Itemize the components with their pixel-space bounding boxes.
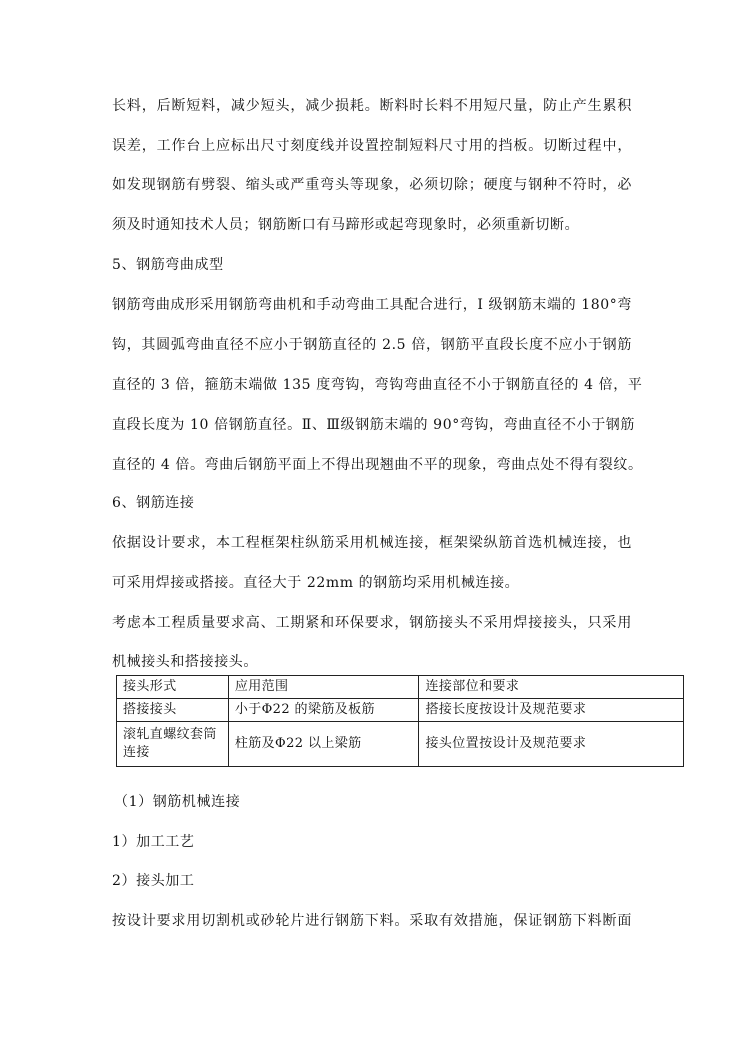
table-cell: 小于Φ22 的梁筋及板筋 — [228, 699, 419, 722]
table-cell-line: 连接 — [123, 745, 150, 760]
section-heading: 5、钢筋弯曲成型 — [112, 257, 224, 273]
paragraph-line: 须及时通知技术人员；钢筋断口有马蹄形或起弯现象时，必须重新切断。 — [112, 217, 580, 233]
paragraph-line: 直径的 4 倍。弯曲后钢筋平面上不得出现翘曲不平的现象，弯曲点处不得有裂纹。 — [112, 457, 643, 473]
paragraph-line: 机械接头和搭接接头。 — [112, 654, 258, 670]
table-cell: 接头位置按设计及规范要求 — [419, 722, 684, 767]
table-row — [117, 699, 684, 722]
table-header-row — [117, 676, 684, 699]
table-row — [117, 722, 684, 767]
paragraph-line: 直径的 3 倍，箍筋末端做 135 度弯钩，弯钩弯曲直径不小于钢筋直径的 4 倍，平 — [112, 377, 643, 393]
paragraph-line: 直段长度为 10 倍钢筋直径。Ⅱ、Ⅲ级钢筋末端的 90°弯钩，弯曲直径不小于钢筋 — [112, 417, 635, 433]
paragraph-line: 按设计要求用切割机或砂轮片进行钢筋下料。采取有效措施，保证钢筋下料断面 — [112, 913, 632, 929]
paragraph-line: 钩，其圆弧弯曲直径不应小于钢筋直径的 2.5 倍，钢筋平直段长度不应小于钢筋 — [112, 337, 632, 353]
subsection-heading: （1）钢筋机械连接 — [114, 794, 241, 810]
table-header-cell: 应用范围 — [228, 676, 419, 699]
table-cell — [117, 722, 229, 767]
paragraph-line: 长料，后断短料，减少短头，减少损耗。断料时长料不用短尺量，防止产生累积 — [112, 98, 632, 114]
table-cell: 搭接接头 — [117, 699, 229, 722]
paragraph-line: 误差，工作台上应标出尺寸刻度线并设置控制短料尺寸用的挡板。切断过程中， — [112, 138, 632, 154]
paragraph-line: 考虑本工程质量要求高、工期紧和环保要求，钢筋接头不采用焊接接头，只采用 — [112, 615, 632, 631]
paragraph-line: 钢筋弯曲成形采用钢筋弯曲机和手动弯曲工具配合进行，I 级钢筋末端的 180°弯 — [112, 297, 632, 313]
section-heading: 6、钢筋连接 — [112, 495, 195, 511]
paragraph-line: 依据设计要求，本工程框架柱纵筋采用机械连接，框架梁纵筋首选机械连接，也 — [112, 535, 632, 551]
subsection-heading: 1）加工工艺 — [112, 834, 195, 850]
joint-types-table — [116, 675, 684, 767]
paragraph-line: 如发现钢筋有劈裂、缩头或严重弯头等现象，必须切除；硬度与钢种不符时，必 — [112, 177, 632, 193]
table-cell-line: 滚轧直螺纹套筒 — [123, 727, 217, 742]
paragraph-line: 可采用焊接或搭接。直径大于 22mm 的钢筋均采用机械连接。 — [112, 575, 520, 591]
table-cell: 柱筋及Φ22 以上梁筋 — [228, 722, 419, 767]
table-cell: 搭接长度按设计及规范要求 — [419, 699, 684, 722]
table-header-cell: 连接部位和要求 — [419, 676, 684, 699]
subsection-heading: 2）接头加工 — [112, 873, 195, 889]
table-header-cell: 接头形式 — [117, 676, 229, 699]
